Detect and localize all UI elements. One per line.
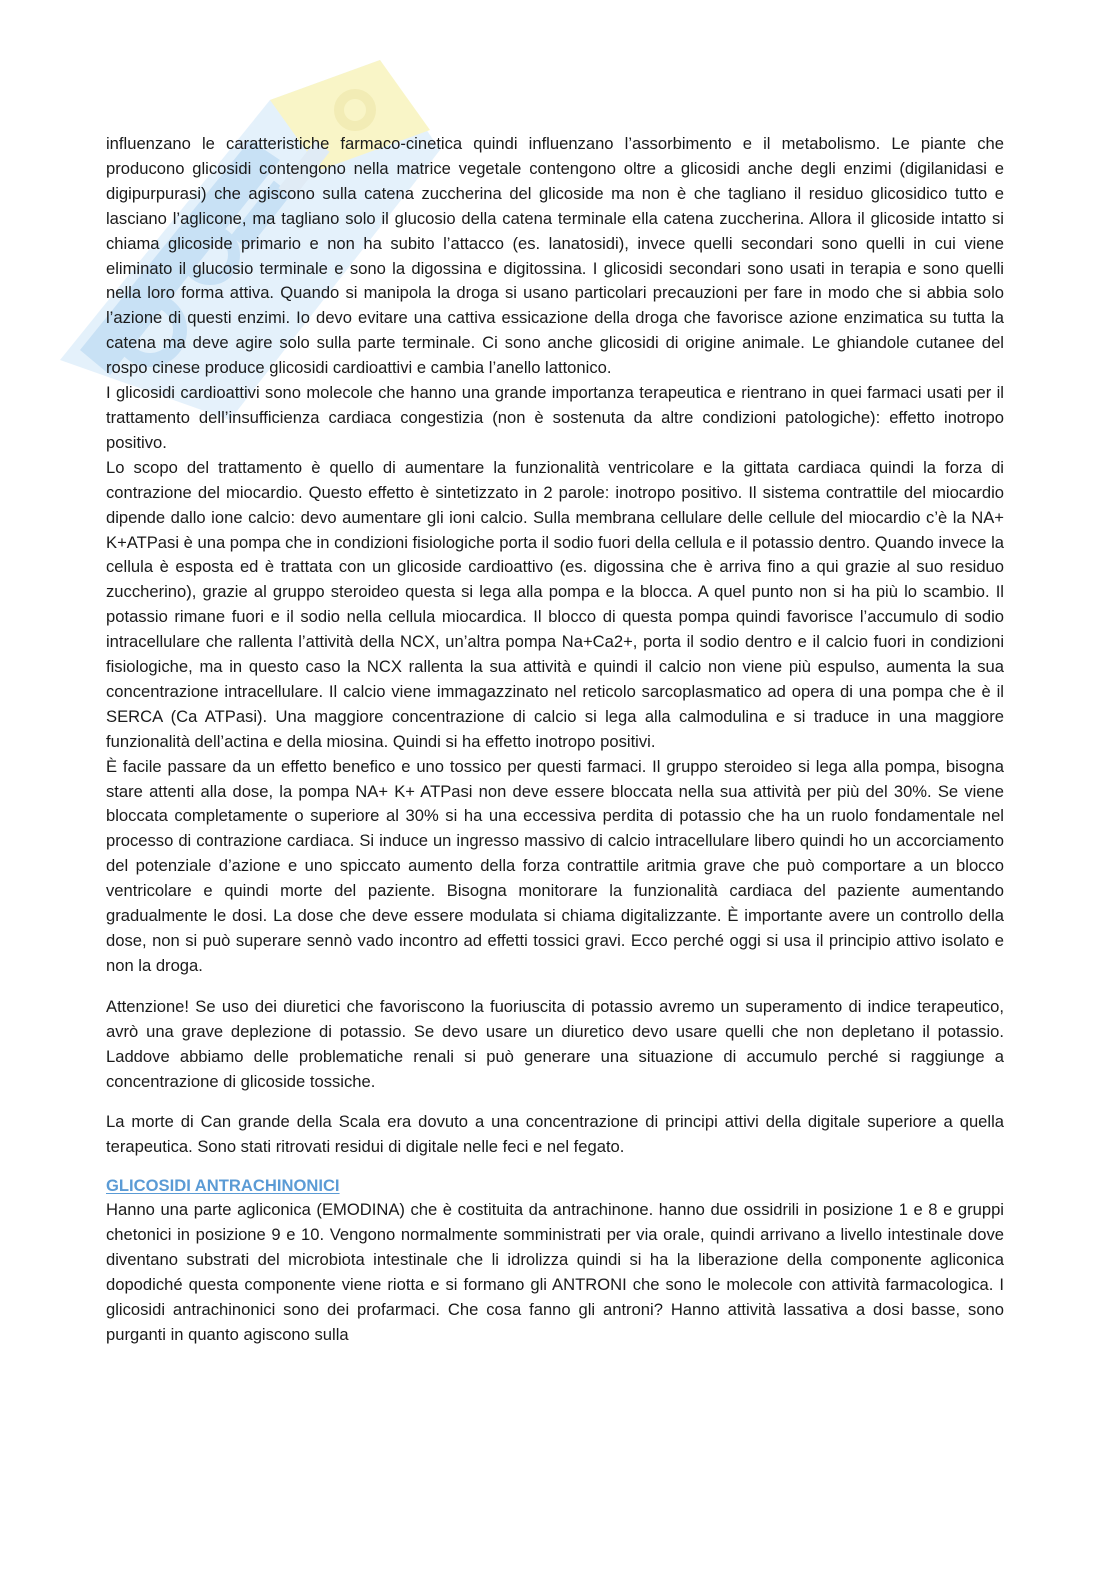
paragraph-cangrande: La morte di Can grande della Scala era dovuto a una concentrazione di principi attivi della digitale superiore a quella terapeutica. Sono stati ritrovati residui di digitale nelle feci e nel fegato. bbox=[106, 1112, 1004, 1157]
paragraph-scopo-trattamento: Lo scopo del trattamento è quello di aumentare la funzionalità ventricolare e la gittata cardiaca quindi la forza di contrazione del miocardio. Questo effetto è sintetizzato in 2 parole: inotropo positivo. Il sistema contrattile del miocardio dipende dallo ione calcio: devo aumentare gli ioni calcio. Sulla membrana cellulare delle cellule del miocardio c’è la NA+ K+ATPasi è una pompa che in condizioni fisiologiche porta il sodio fuori della cellula e il potassio dentro. Quando invece la cellula è esposta ed è trattata con un glicoside cardioattivo (es. digossina che è arriva fino a qui grazie al suo residuo zuccherino), grazie al gruppo steroideo questa si lega alla pompa e la blocca. A quel punto non si ha più lo scambio. Il potassio rimane fuori e il sodio nella cellula miocardica. Il blocco di questa pompa quindi favorisce l’accumulo di sodio intracellulare che rallenta l’attività della NCX, un’altra pompa Na+Ca2+, porta il sodio dentro e il calcio fuori in condizioni fisiologiche, ma in questo caso la NCX rallenta la sua attività e quindi il calcio non viene più espulso, aumenta la sua concentrazione intracellulare. Il calcio viene immagazzinato nel reticolo sarcoplasmatico ad opera di una pompa che è il SERCA (Ca ATPasi). Una maggiore concentrazione di calcio si lega alla calmodulina e si traduce in una maggiore funzionalità dell’actina e della miosina. Quindi si ha effetto inotropo positivi. bbox=[106, 457, 1004, 751]
paragraph-glicosidi-enzimi: influenzano le caratteristiche farmaco-cinetica quindi influenzano l’assorbimento e il metabolismo. Le piante che producono glicosidi contengono nella matrice vegetale contengono oltre a glicosidi anche degli enzimi (digilanidasi e digipurpurasi) che agiscono sulla catena zuccherina del glicoside ma non è che tagliano il residuo glicosidico tutto e lasciano l’aglicone, ma tagliano solo il glucosio della catena terminale ella catena zuccherina. Allora il glicoside intatto si chiama glicoside primario e non ha subito l’attacco (es. lanatosidi), invece quelli secondari sono quelli in cui viene eliminato il glucosio terminale e sono la digossina e digitossina. I glicosidi secondari sono usati in terapia e sono quelli nella loro forma attiva. Quando si manipola la droga si usano particolari precauzioni per fare in modo che si abbia solo l’azione di questi enzimi. Io devo evitare una cattiva essicazione della droga che favorisce azione enzimatica su tutta la catena ma deve agire solo sulla parte terminale. Ci sono anche glicosidi di origine animale. Le ghiandole cutanee del rospo cinese produce glicosidi cardioattivi e cambia l’anello lattonico. bbox=[106, 134, 1004, 378]
paragraph-attenzione: Attenzione! Se uso dei diuretici che favoriscono la fuoriuscita di potassio avremo un superamento di indice terapeutico, avrò una grave deplezione di potassio. Se devo usare un diuretico devo usare quelli che non depletano il potassio. Laddove abbiamo delle problematiche renali si può generare una situazione di accumulo perché si raggiunge a concentrazione di glicoside tossiche. bbox=[106, 996, 1004, 1091]
paragraph-antrachinonici: Hanno una parte agliconica (EMODINA) che è costituita da antrachinone. hanno due ossidrili in posizione 1 e 8 e gruppi chetonici in posizione 9 e 10. Vengono normalmente somministrati per via orale, quindi arrivano a livello intestinale dove diventano substrati del microbiota intestinale che li idrolizza quindi si ha la liberazione della componente agliconica dopodiché questa componente viene riotta e si formano gli ANTRONI che sono le molecole con attività farmacologica. I glicosidi antrachinonici sono dei profarmaci. Che cosa fanno gli antroni? Hanno attività lassativa a dosi basse, sono purganti in quanto agiscono sulla bbox=[106, 1200, 1004, 1344]
section-heading-antrachinonici: GLICOSIDI ANTRACHINONICI bbox=[106, 1176, 340, 1196]
paragraph-effetto-tossico: È facile passare da un effetto benefico e uno tossico per questi farmaci. Il gruppo steroideo si lega alla pompa, bisogna stare attenti alla dose, la pompa NA+ K+ ATPasi non deve essere bloccata nella sua attività per più del 30%. Se viene bloccata completamente o superiore al 30% si ha una eccessiva perdita di potassio che ha un ruolo fondamentale nel processo di contrazione cardiaca. Si induce un ingresso massivo di calcio intracellulare libero quindi ho un accorciamento del potenziale d’azione e uno spiccato aumento della forza contrattile aritmia grave che può comportare a un blocco ventricolare e quindi morte del paziente. Bisogna monitorare la funzionalità cardiaca del paziente aumentando gradualmente le dosi. La dose che deve essere modulata si chiama digitalizzante. È importante avere un controllo della dose, non si può superare sennò vado incontro ad effetti tossici gravi. Ecco perché oggi si usa il principio attivo isolato e non la droga. bbox=[106, 756, 1004, 975]
paragraph-glicosidi-cardioattivi: I glicosidi cardioattivi sono molecole che hanno una grande importanza terapeutica e rientrano in quei farmaci usati per il trattamento dell’insufficienza cardiaca congestizia (non è sostenuta da altre condizioni patologiche): effetto inotropo positivo. bbox=[106, 383, 1004, 452]
document-page bbox=[106, 132, 1004, 1348]
